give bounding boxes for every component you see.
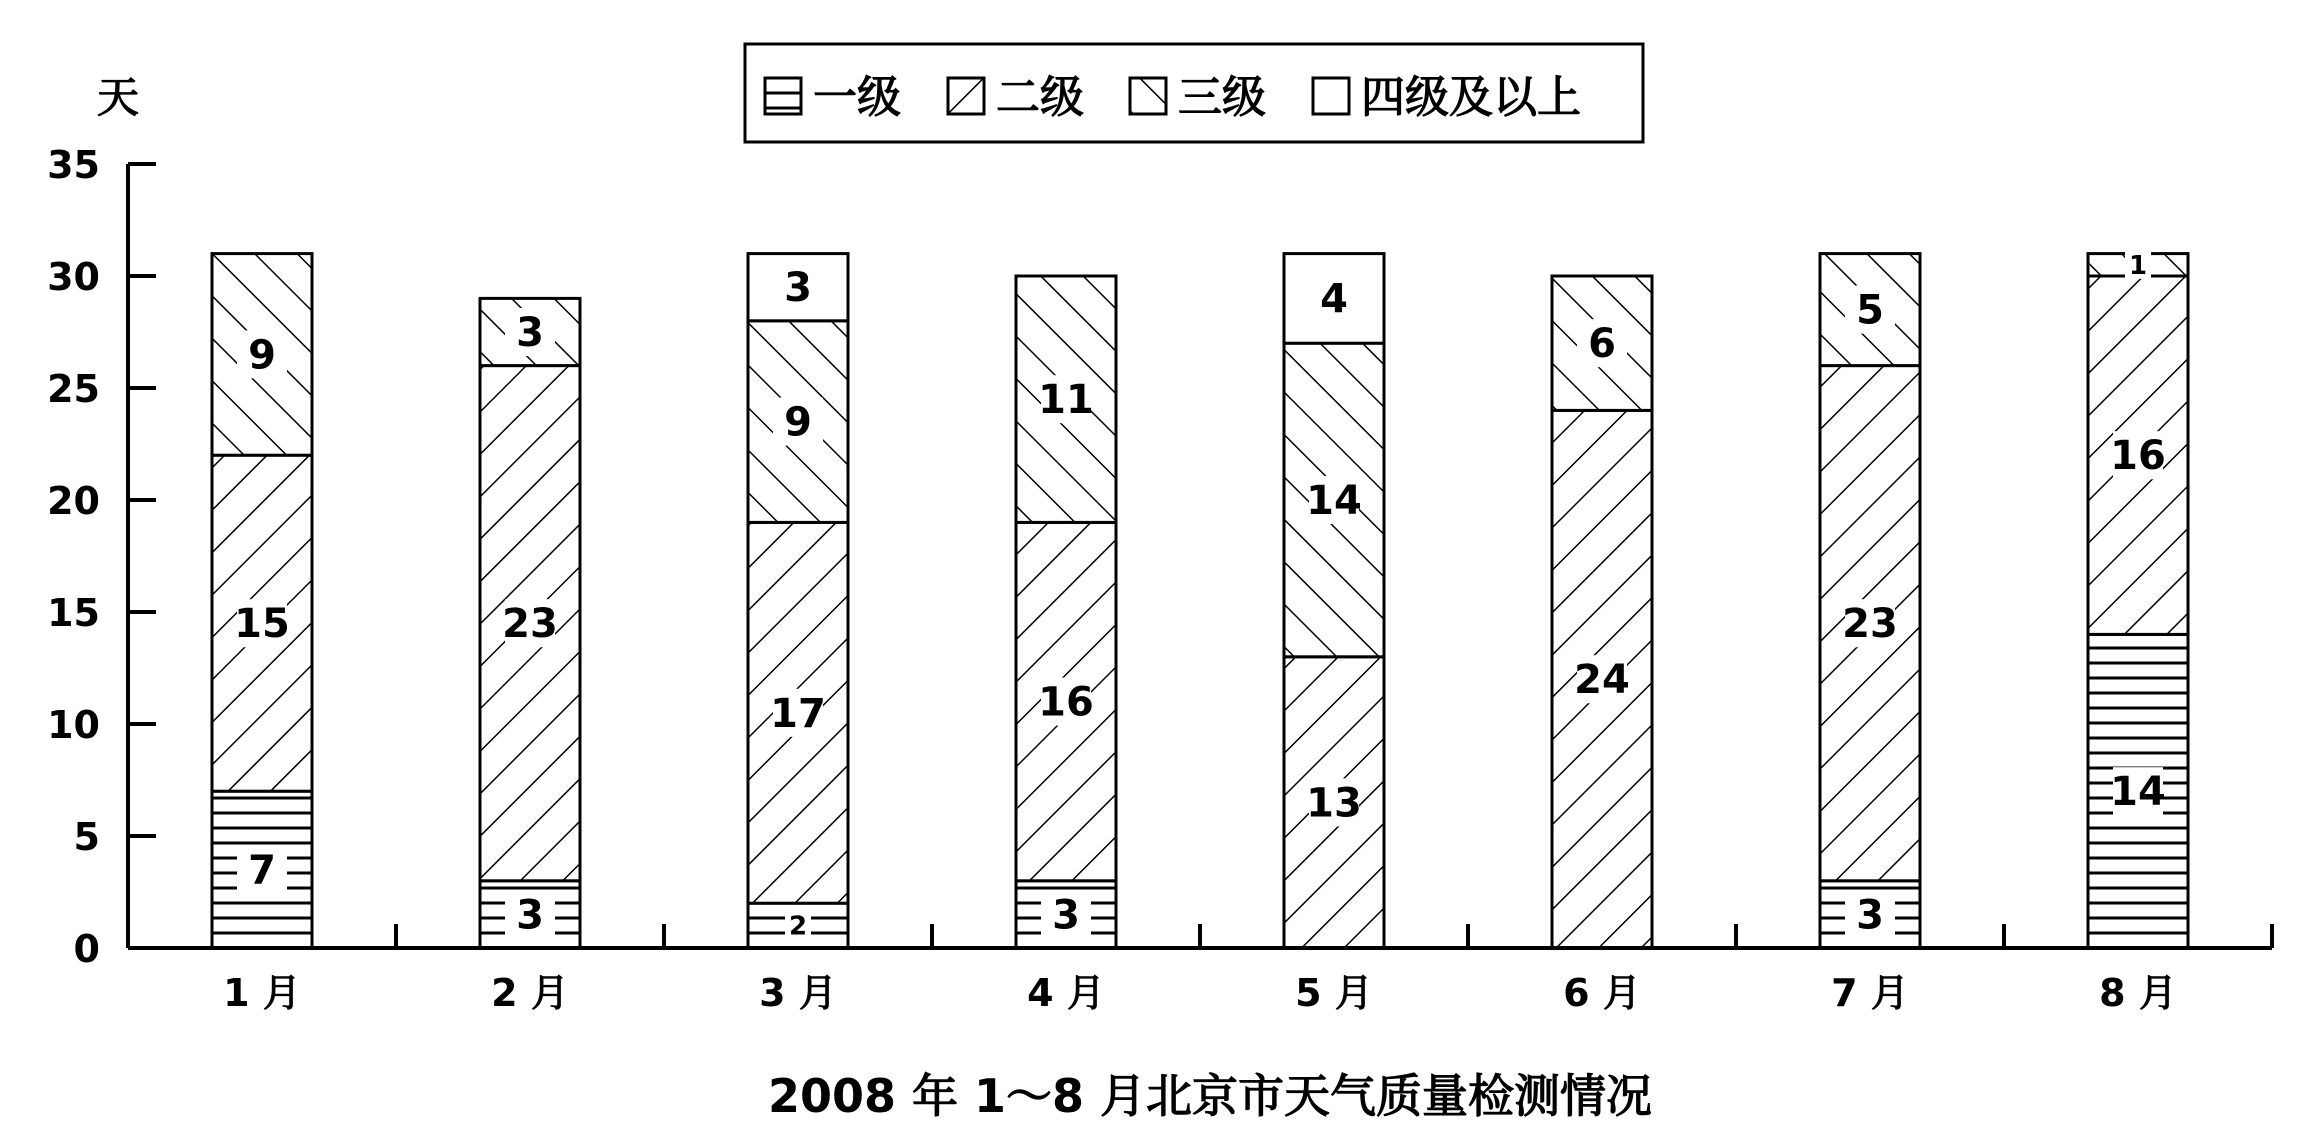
y-tick-label: 10 <box>47 703 100 747</box>
data-label: 5 <box>1856 287 1884 334</box>
x-tick-label: 8 月 <box>2099 971 2177 1015</box>
y-tick-label: 35 <box>47 143 100 187</box>
data-label: 4 <box>1320 276 1348 323</box>
y-tick-label: 15 <box>47 591 100 635</box>
data-label: 3 <box>516 310 544 356</box>
data-label: 16 <box>1038 679 1094 726</box>
data-label: 17 <box>770 690 826 737</box>
data-label: 11 <box>1038 377 1094 424</box>
data-label: 15 <box>234 601 290 648</box>
legend-label: 四级及以上 <box>1361 72 1581 123</box>
x-tick-label: 4 月 <box>1027 971 1105 1015</box>
legend-label: 三级 <box>1178 72 1266 123</box>
x-tick-label: 7 月 <box>1831 971 1909 1015</box>
legend-swatch <box>1130 78 1166 114</box>
x-tick-label: 5 月 <box>1295 971 1373 1015</box>
x-tick-label: 3 月 <box>759 971 837 1015</box>
data-label: 9 <box>784 399 812 446</box>
data-label: 1 <box>2128 250 2148 281</box>
x-tick-label: 6 月 <box>1563 971 1641 1015</box>
data-label: 2 <box>788 911 808 942</box>
y-tick-label: 30 <box>47 255 100 299</box>
data-label: 3 <box>784 265 812 312</box>
data-label: 7 <box>248 847 276 894</box>
data-label: 3 <box>516 892 544 939</box>
x-tick-label: 2 月 <box>491 971 569 1015</box>
data-label: 9 <box>248 332 276 379</box>
x-tick-label: 1 月 <box>223 971 301 1015</box>
legend-label: 二级 <box>996 72 1084 123</box>
y-tick-label: 5 <box>73 815 100 859</box>
data-label: 3 <box>1856 892 1884 939</box>
x-axis <box>128 924 2272 1015</box>
data-label: 6 <box>1588 321 1616 368</box>
data-label: 3 <box>1052 892 1080 939</box>
data-label: 13 <box>1306 780 1362 827</box>
y-tick-label: 25 <box>47 367 100 411</box>
legend-swatch <box>1313 78 1349 114</box>
legend-swatch <box>765 78 801 114</box>
legend-label: 一级 <box>813 72 901 123</box>
legend <box>745 44 1643 142</box>
data-label: 23 <box>502 601 558 648</box>
data-label: 14 <box>2110 769 2166 816</box>
data-label: 23 <box>1842 601 1898 648</box>
y-axis <box>47 143 156 971</box>
y-tick-label: 0 <box>73 927 100 971</box>
bars <box>212 251 2188 948</box>
data-label: 16 <box>2110 433 2166 480</box>
data-label: 24 <box>1574 657 1630 704</box>
data-label: 14 <box>1306 478 1362 524</box>
y-tick-label: 20 <box>47 479 100 523</box>
chart-title: 2008 年 1～8 月北京市天气质量检测情况 <box>767 1069 1653 1123</box>
y-axis-label: 天 <box>96 73 140 122</box>
legend-swatch <box>948 78 984 114</box>
